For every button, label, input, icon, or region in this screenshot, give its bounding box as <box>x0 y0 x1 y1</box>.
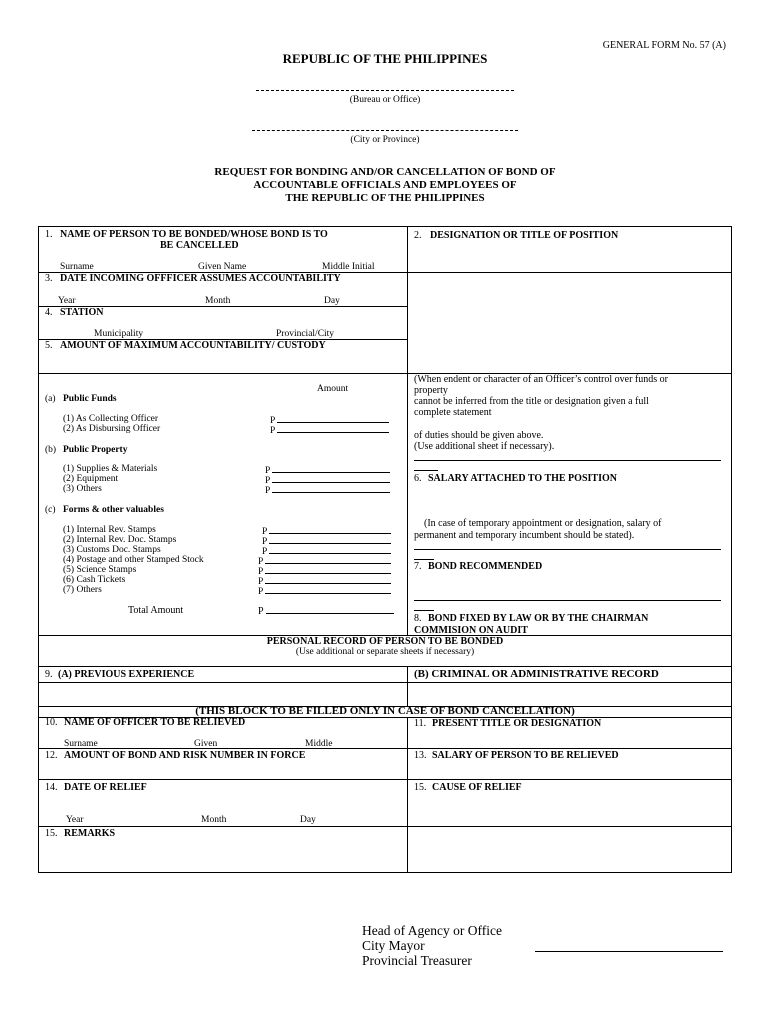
s15a-num: 15. <box>414 782 427 793</box>
s5-b-item-2: (2) Equipment <box>63 474 119 484</box>
s5-c-item-7: (7) Others <box>63 585 102 595</box>
signature-line <box>535 951 723 952</box>
s5-c-label: Forms & other valuables <box>63 505 164 515</box>
s7-label: BOND RECOMMENDED <box>428 561 543 572</box>
s12-num: 12. <box>45 750 58 761</box>
s10-middle: Middle <box>305 739 333 749</box>
peso-field: P <box>270 423 389 436</box>
s5-a-item-1: (1) As Collecting Officer <box>63 414 159 424</box>
peso-field: P <box>258 564 391 577</box>
peso-field: P <box>262 524 391 537</box>
s5-a-label: Public Funds <box>63 394 117 404</box>
s5-c-item-1: (1) Internal Rev. Stamps <box>63 525 156 535</box>
s5-b-prefix: (b) <box>45 445 57 455</box>
s5-c-item-5: (5) Science Stamps <box>63 565 137 575</box>
s5-c-prefix: (c) <box>45 505 56 515</box>
s12-label: AMOUNT OF BOND AND RISK NUMBER IN FORCE <box>64 750 306 761</box>
s6-label: SALARY ATTACHED TO THE POSITION <box>428 473 617 484</box>
s1-label-1: NAME OF PERSON TO BE BONDED/WHOSE BOND IS TO <box>60 229 328 240</box>
s14-year: Year <box>66 815 84 825</box>
republic-title: REPUBLIC OF THE PHILIPPINES <box>282 51 488 66</box>
signature-line-1: Head of Agency or Office <box>362 923 502 938</box>
table-bottom-border <box>38 872 732 873</box>
peso-field: P <box>258 584 391 597</box>
s14-day: Day <box>300 815 316 825</box>
s4-num: 4. <box>45 307 53 318</box>
s4-provincial: Provincial/City <box>276 329 335 339</box>
s5-c-item-6: (6) Cash Tickets <box>63 575 126 585</box>
peso-field: P <box>265 473 390 486</box>
s7-num: 7. <box>414 561 422 572</box>
table-left-border <box>38 226 39 872</box>
s3-label: DATE INCOMING OFFFICER ASSUMES ACCOUNTABILITY <box>60 273 341 284</box>
bureau-line <box>256 90 514 91</box>
signature-line-3: Provincial Treasurer <box>362 953 472 968</box>
signature-line-2: City Mayor <box>362 938 425 953</box>
s14-month: Month <box>201 815 227 825</box>
right-note-6: (Use additional sheet if necessary). <box>414 441 555 452</box>
s8-label-2: COMMISION ON AUDIT <box>414 625 528 636</box>
peso-field: P <box>262 534 391 547</box>
s3-year: Year <box>58 296 76 306</box>
s5-b-item-3: (3) Others <box>63 484 102 494</box>
peso-field: P <box>258 574 391 587</box>
s5-c-item-3: (3) Customs Doc. Stamps <box>63 545 161 555</box>
s3-num: 3. <box>45 273 53 284</box>
s5-c-item-2: (2) Internal Rev. Doc. Stamps <box>63 535 177 545</box>
s4-municipality: Municipality <box>94 329 144 339</box>
personal-record-title: PERSONAL RECORD OF PERSON TO BE BONDED <box>266 636 504 647</box>
table-right-border <box>731 226 732 872</box>
right-note-3: cannot be inferred from the title or designation given a full <box>414 396 649 407</box>
s9-a-label: (A) PREVIOUS EXPERIENCE <box>58 669 195 680</box>
peso-field: P <box>262 544 391 557</box>
form-number: GENERAL FORM No. 57 (A) <box>602 40 726 51</box>
right-note-4: complete statement <box>414 407 492 418</box>
bureau-label: (Bureau or Office) <box>349 95 421 105</box>
s6-note-1: (In case of temporary appointment or designation, salary of <box>424 518 662 529</box>
s11-label: PRESENT TITLE OR DESIGNATION <box>432 718 602 729</box>
peso-field: P <box>265 483 390 496</box>
form-title-2: ACCOUNTABLE OFFICIALS AND EMPLOYEES OF <box>253 179 517 191</box>
s15a-label: CAUSE OF RELIEF <box>432 782 522 793</box>
s14-label: DATE OF RELIEF <box>64 782 147 793</box>
right-note-2: property <box>414 385 448 396</box>
s8-num: 8. <box>414 613 422 624</box>
column-divider-top <box>407 226 408 635</box>
s5-total-label: Total Amount <box>128 605 184 616</box>
s3-month: Month <box>205 296 231 306</box>
peso-field: P <box>258 554 391 567</box>
right-note-1: (When endent or character of an Officer’s control over funds or <box>414 374 668 385</box>
s11-num: 11. <box>414 718 427 729</box>
s13-num: 13. <box>414 750 427 761</box>
s10-num: 10. <box>45 717 58 728</box>
s14-num: 14. <box>45 782 58 793</box>
s15b-num: 15. <box>45 828 58 839</box>
s1-num: 1. <box>45 229 53 240</box>
peso-field: P <box>270 413 389 426</box>
s6-num: 6. <box>414 473 422 484</box>
s15b-label: REMARKS <box>64 828 116 839</box>
table-top-border <box>38 226 732 227</box>
s5-amount-header: Amount <box>317 384 349 394</box>
personal-record-note: (Use additional or separate sheets if necessary) <box>295 647 475 657</box>
s1-surname: Surname <box>60 262 94 272</box>
right-note-5: of duties should be given above. <box>414 430 544 441</box>
s1-given: Given Name <box>198 262 247 272</box>
s10-label: NAME OF OFFICER TO BE RELIEVED <box>64 717 246 728</box>
s3-day: Day <box>324 296 340 306</box>
s1-label-2: BE CANCELLED <box>160 240 239 251</box>
s2-label: DESIGNATION OR TITLE OF POSITION <box>430 230 619 241</box>
s5-label: AMOUNT OF MAXIMUM ACCOUNTABILITY/ CUSTODY <box>60 340 326 351</box>
s9-b-label: (B) CRIMINAL OR ADMINISTRATIVE RECORD <box>414 668 659 680</box>
s4-label: STATION <box>60 307 104 318</box>
city-label: (City or Province) <box>350 135 420 145</box>
s1-middle: Middle Initial <box>322 262 375 272</box>
total-amount-field: P <box>258 604 394 617</box>
s10-given: Given <box>194 739 218 749</box>
s2-num: 2. <box>414 230 422 241</box>
s10-surname: Surname <box>64 739 98 749</box>
s5-b-item-1: (1) Supplies & Materials <box>63 464 158 474</box>
form-title-1: REQUEST FOR BONDING AND/OR CANCELLATION OF BOND OF <box>214 166 556 178</box>
s8-label-1: BOND FIXED BY LAW OR BY THE CHAIRMAN <box>428 613 649 624</box>
s9-num: 9. <box>45 669 53 680</box>
peso-field: P <box>265 463 390 476</box>
city-line <box>252 130 518 131</box>
cancellation-title: (THIS BLOCK TO BE FILLED ONLY IN CASE OF BOND CANCELLATION) <box>195 705 575 717</box>
s5-a-item-2: (2) As Disbursing Officer <box>63 424 161 434</box>
s5-num: 5. <box>45 340 53 351</box>
s6-note-2: permanent and temporary incumbent should be stated). <box>414 530 635 541</box>
s13-label: SALARY OF PERSON TO BE RELIEVED <box>432 750 619 761</box>
s5-c-item-4: (4) Postage and other Stamped Stock <box>63 555 204 565</box>
s5-b-label: Public Property <box>63 445 128 455</box>
form-title-3: THE REPUBLIC OF THE PHILIPPINES <box>285 192 485 204</box>
s5-a-prefix: (a) <box>45 394 56 404</box>
